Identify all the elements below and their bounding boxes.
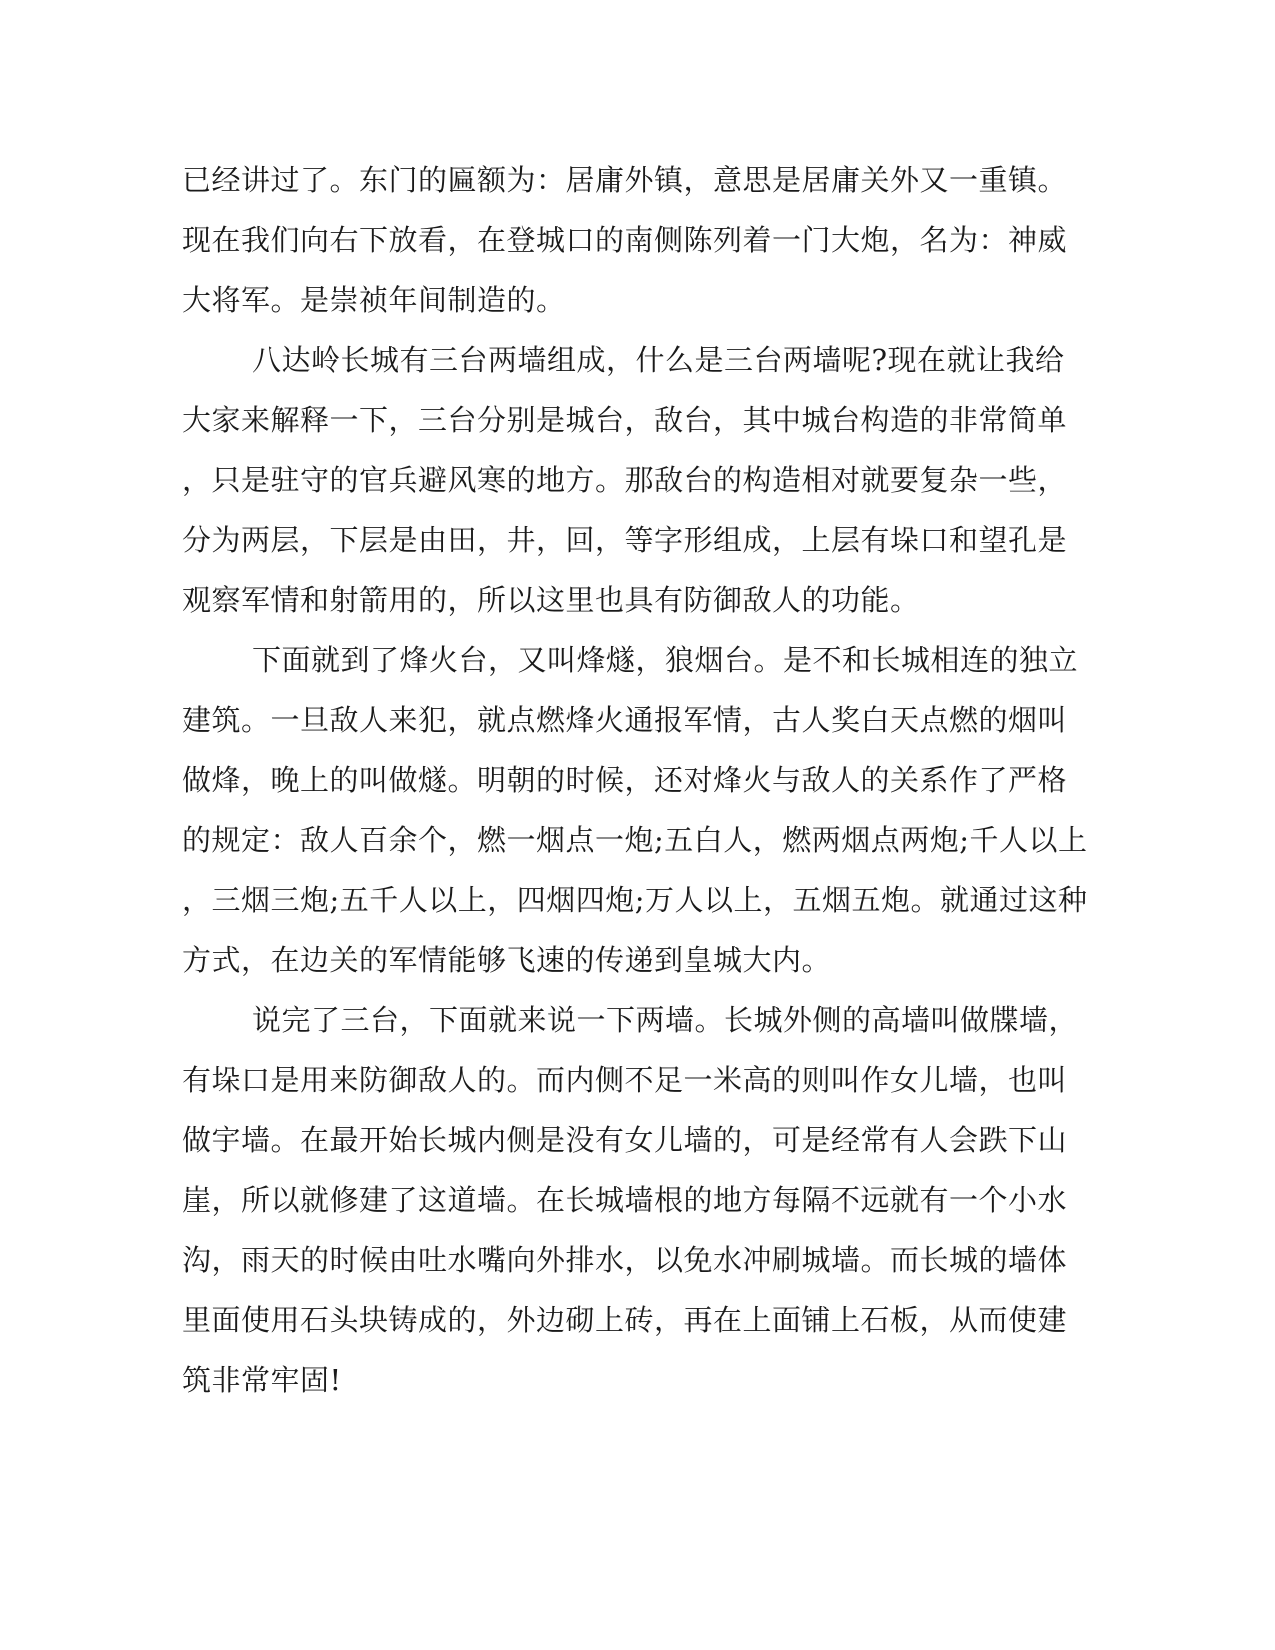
- text-line: 观察军情和射箭用的，所以这里也具有防御敌人的功能。: [182, 583, 920, 617]
- text-line: 做宇墙。在最开始长城内侧是没有女儿墙的，可是经常有人会跌下山: [182, 1123, 1068, 1157]
- text-line: 的规定：敌人百余个，燃一烟点一炮;五白人，燃两烟点两炮;千人以上: [182, 823, 1088, 857]
- text-line: 有垛口是用来防御敌人的。而内侧不足一米高的则叫作女儿墙，也叫: [182, 1063, 1068, 1097]
- text-line: 大家来解释一下，三台分别是城台，敌台，其中城台构造的非常简单: [182, 403, 1068, 437]
- paragraph-4: [182, 990, 1079, 1410]
- paragraph-2: [182, 330, 1068, 630]
- text-line: ，三烟三炮;五千人以上，四烟四炮;万人以上，五烟五炮。就通过这种: [182, 883, 1088, 917]
- text-line: 筑非常牢固!: [182, 1363, 342, 1397]
- text-line: 分为两层，下层是由田，井，回，等字形组成，上层有垛口和望孔是: [182, 523, 1068, 557]
- text-line: 方式，在边关的军情能够飞速的传递到皇城大内。: [182, 943, 832, 977]
- text-line: 建筑。一旦敌人来犯，就点燃烽火通报军情，古人奖白天点燃的烟叫: [182, 703, 1068, 737]
- text-line: 做烽，晚上的叫做燧。明朝的时候，还对烽火与敌人的关系作了严格: [182, 763, 1068, 797]
- text-line: 说完了三台，下面就来说一下两墙。长城外侧的高墙叫做牒墙，: [252, 1003, 1079, 1037]
- document-body: [182, 150, 1088, 1410]
- text-line: 崖，所以就修建了这道墙。在长城墙根的地方每隔不远就有一个小水: [182, 1183, 1068, 1217]
- text-line: 里面使用石头块铸成的，外边砌上砖，再在上面铺上石板，从而使建: [182, 1303, 1068, 1337]
- text-line: 沟，雨天的时候由吐水嘴向外排水，以免水冲刷城墙。而长城的墙体: [182, 1243, 1068, 1277]
- text-line: 大将军。是崇祯年间制造的。: [182, 283, 566, 317]
- text-line: 现在我们向右下放看，在登城口的南侧陈列着一门大炮，名为：神威: [182, 223, 1068, 257]
- text-line: 下面就到了烽火台，又叫烽燧，狼烟台。是不和长城相连的独立: [252, 643, 1079, 677]
- text-line: 八达岭长城有三台两墙组成，什么是三台两墙呢?现在就让我给: [252, 343, 1065, 377]
- paragraph-1: [182, 150, 1068, 330]
- text-line: 已经讲过了。东门的匾额为：居庸外镇，意思是居庸关外又一重镇。: [182, 163, 1068, 197]
- text-line: ，只是驻守的官兵避风寒的地方。那敌台的构造相对就要复杂一些，: [182, 463, 1068, 497]
- paragraph-3: [182, 630, 1088, 990]
